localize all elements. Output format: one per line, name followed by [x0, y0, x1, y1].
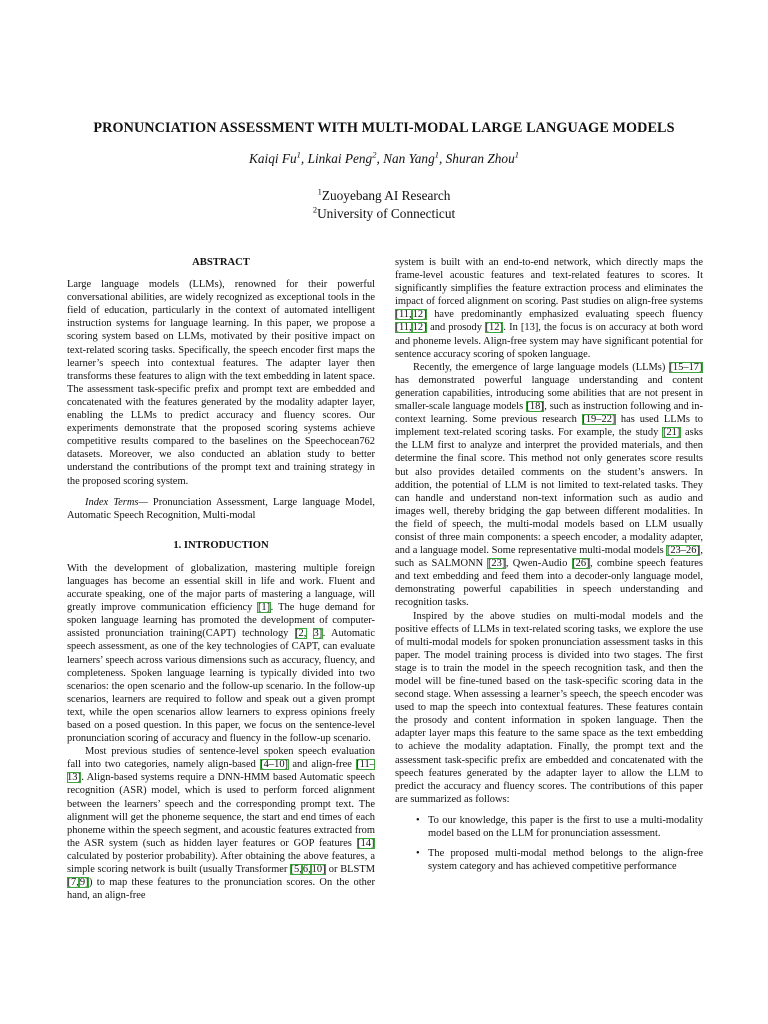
index-terms-text: Pronunciation Assessment, Large language Model, Automatic Speech Recognition, Multi-modal	[67, 496, 376, 521]
author-affiliation-mark: 1	[296, 149, 301, 160]
citation-link[interactable]: 3]	[313, 628, 323, 640]
list-item	[395, 814, 703, 840]
paper-title: PRONUNCIATION ASSESSMENT WITH MULTI-MODAL LARGE LANGUAGE MODELS	[93, 120, 675, 136]
right-column	[395, 256, 703, 873]
paragraph-text: , such as SALMONN	[395, 545, 703, 570]
citation-link[interactable]: [18]	[526, 401, 544, 413]
citation-link[interactable]: [15–17]	[669, 361, 703, 373]
paragraph-text: . In [13], the focus is on accuracy at both word and phoneme levels. Align-free system may have significant potential for sentence accuracy scoring of spoken language.	[395, 322, 703, 360]
author-affiliation-mark: 1	[514, 149, 519, 160]
paragraph-text: Inspired by the above studies on multi-modal models and the positive effects of LLMs in text-related scoring tasks, we explore the use of multi-modal models for spoken pronunciation assessment tasks in this paper. The model training process is divided into two stages. The first stage is to train the model in the speech recognition task, and then the model will be fine-tuned based on the task-specific scoring data in the second stage. When assessing a learner’s speech, the speech encoder was used to map the speech into contextual features. These features contain the prosody and content information in spoken language. Then the adapter layer maps this feature to the same space as the text embedding to achieve the modality adaptation. Finally, the prompt text and the assessment task-specific prefix are embedded and concatenated with the speech features generated by the adapter layer to allow the LLM to predict the accuracy and fluency scores. The contributions of this paper are summarized as follows:	[395, 610, 703, 805]
citation-link[interactable]: [2,	[295, 628, 307, 640]
affiliation-name: Zuoyebang AI Research	[321, 188, 451, 203]
list-item-text: The proposed multi-modal method belongs to the align-free system category and has achieved competitive performance	[428, 848, 703, 873]
citation-link[interactable]: [21]	[662, 427, 681, 439]
intro-paragraph	[395, 361, 703, 610]
affiliation-number: 2	[312, 204, 318, 215]
author-list: Kaiqi Fu$^1$, Linkai Peng$^2$, Nan Yang$^1$, Shuran Zhou$^1$	[249, 149, 519, 166]
bullet-icon: •	[416, 848, 420, 860]
index-terms-label: Index Terms—	[85, 496, 148, 508]
author-name: Linkai Peng	[307, 151, 373, 166]
paragraph-text: have predominantly emphasized evaluating speech fluency	[427, 309, 703, 321]
list-item	[395, 847, 703, 873]
affiliation	[0, 206, 768, 222]
paragraph-text: calculated by posterior probability). After obtaining the above features, a simple scoring network is built (usually Transformer	[67, 850, 375, 876]
intro-paragraph	[395, 256, 703, 361]
paragraph-text: With the development of globalization, mastering multiple foreign languages has become an essential skill in life and work. Fluent and accurate speaking, one of the major parts of mastering a language, will greatly improve communication efficiency	[67, 562, 375, 614]
bullet-icon: •	[416, 814, 420, 826]
citation-link[interactable]: [1]	[257, 602, 271, 614]
author-name: Nan Yang	[383, 151, 435, 166]
author-name: Shuran Zhou	[445, 151, 515, 166]
citation-link[interactable]: [11,	[395, 322, 412, 334]
citation-link[interactable]: 12]	[412, 309, 427, 321]
citation-link[interactable]: [4–10]	[260, 759, 289, 771]
citation-link[interactable]: 10]	[311, 864, 326, 876]
citation-link[interactable]: [11–13]	[67, 759, 375, 784]
citation-link[interactable]: [12]	[485, 322, 503, 334]
paragraph-text: or BLSTM	[326, 864, 375, 876]
author-name: Kaiqi Fu	[249, 151, 297, 166]
citation-link[interactable]: [5,	[290, 864, 302, 876]
paragraph-text: ) to map these features to the pronunciation scores. On the other hand, an align-free	[67, 877, 375, 902]
citation-link[interactable]: [14]	[357, 837, 375, 849]
citation-link[interactable]: [23–26]	[666, 545, 700, 557]
intro-paragraph	[67, 745, 375, 902]
affiliation-number: 1	[317, 186, 322, 197]
affiliation-name: University of Connecticut	[317, 206, 456, 221]
contributions-list	[395, 814, 703, 873]
paragraph-text: has used LLMs to implement text-related scoring tasks. For example, the study	[395, 414, 704, 439]
paragraph-text: , Qwen-Audio	[505, 558, 572, 570]
paragraph-text: . Automatic speech assessment, as one of the key technologies of CAPT, can evaluate learners’ speech across various dimensions such as accuracy, fluency, and completeness. Spoken language learning is typically divided into two scenarios: the open scenario and the follow-up scenario. In the follow-up scenarios, learners are required to follow and speak out a given prompt text, while the open scenarios allow learners to express opinions freely based on a posed question. In this paper, we focus on the sentence-level pronunciation scoring of accuracy and fluency in the follow-up scenario.	[67, 628, 376, 745]
citation-link[interactable]: [19–22]	[582, 414, 616, 426]
paragraph-text: has demonstrated powerful language understanding and content generation capabilities, introducing some abilities that are not present in smaller-scale language models	[395, 374, 703, 413]
list-item-text: To our knowledge, this paper is the first to use a multi-modality model based on the LLM for pronunciation assessment.	[428, 814, 703, 840]
paragraph-text: and align-free	[288, 759, 356, 771]
paragraph-text: system is built with an end-to-end network, which directly maps the frame-level acoustic features and text-related features to scores. It significantly simplifies the feature extraction process and eliminates the impact of forced alignment on scoring. Past studies on align-free systems	[395, 257, 703, 308]
section-heading-introduction: 1. INTRODUCTION	[173, 539, 269, 551]
paragraph-text: Recently, the emergence of large language models (LLMs)	[413, 361, 669, 373]
paragraph-text: , combine speech features and text embedding and feed them into a decoder-only language model, demonstrating powerful capabilities in speech understanding and recognition tasks.	[395, 558, 703, 609]
intro-paragraph	[395, 610, 703, 806]
citation-link[interactable]: 9]	[79, 877, 89, 889]
citation-link[interactable]: [11,	[395, 309, 412, 321]
citation-link[interactable]: [26]	[572, 558, 590, 570]
paragraph-text: . Align-based systems require a DNN-HMM based Automatic speech recognition (ASR) model, which is used to perform forced alignment between the learners’ speech and the corresponding prompt text. The alignment will get the phoneme sequence, the start and end times of each phoneme within the speech segment, and acoustic features extracted from the ASR system (such as hidden layer features or GOP features	[67, 772, 375, 849]
paragraph-text: and prosody	[427, 322, 486, 334]
paragraph-text: asks the LLM first to analyze and interpret the provided materials, and then determine the final score. This method not only generates score results but also provides detailed comments on the student’s answers. In addition, the potential of LLM is not limited to text-related tasks. They can handle and understand non-text information such as audio and images well, thereby bridging the gap between different modalities. In the field of speech, the multi-modal models based on LLM usually consist of three main components: a speech encoder, a modality adapter, and a language model. Some representative multi-modal models	[395, 427, 703, 557]
citation-link[interactable]: 6,	[302, 864, 311, 876]
author-affiliation-mark: 1	[434, 149, 439, 160]
abstract-heading: ABSTRACT	[192, 257, 250, 268]
citation-link[interactable]: 12]	[412, 322, 427, 334]
paragraph-text: , such as instruction following and in-context learning. Some previous research	[395, 401, 703, 426]
citation-link[interactable]: [23]	[487, 558, 506, 570]
affiliation	[0, 188, 768, 204]
author-affiliation-mark: 2	[372, 149, 377, 160]
citation-link[interactable]: [7,	[67, 877, 79, 889]
paragraph-text: Most previous studies of sentence-level spoken speech evaluation fall into two categories, namely align-based	[67, 746, 375, 771]
left-column	[67, 256, 375, 902]
abstract-text: Large language models (LLMs), renowned for their powerful conversational abilities, are widely recognized as exceptional tools in the field of education, particularly in the context of automated intelligent instruction systems for language learning. In this paper, we propose a scoring system based on LLMs, motivated by their positive impact on text-related scoring tasks. Specifically, the speech encoder first maps the learner’s speech into contextual features. The adapter layer then transforms these features to align with the text embedding in latent space. The assessment task-specific prefix and prompt text are embedded and concatenated with the features generated by the modality adapter layer, enabling the LLMs to predict accuracy and fluency scores. Our experiments demonstrate that the proposed scoring systems achieve competitive results compared to the baselines on the Speechocean762 datasets. Moreover, we also conducted an ablation study to better understand the contributions of the prompt text and training strategy in the proposed scoring system.	[67, 279, 375, 487]
intro-paragraph	[67, 562, 375, 745]
paragraph-text: . The huge demand for spoken language learning has promoted the development of computer-assisted pronunciation training(CAPT) technology	[67, 602, 375, 640]
index-terms	[67, 496, 375, 522]
